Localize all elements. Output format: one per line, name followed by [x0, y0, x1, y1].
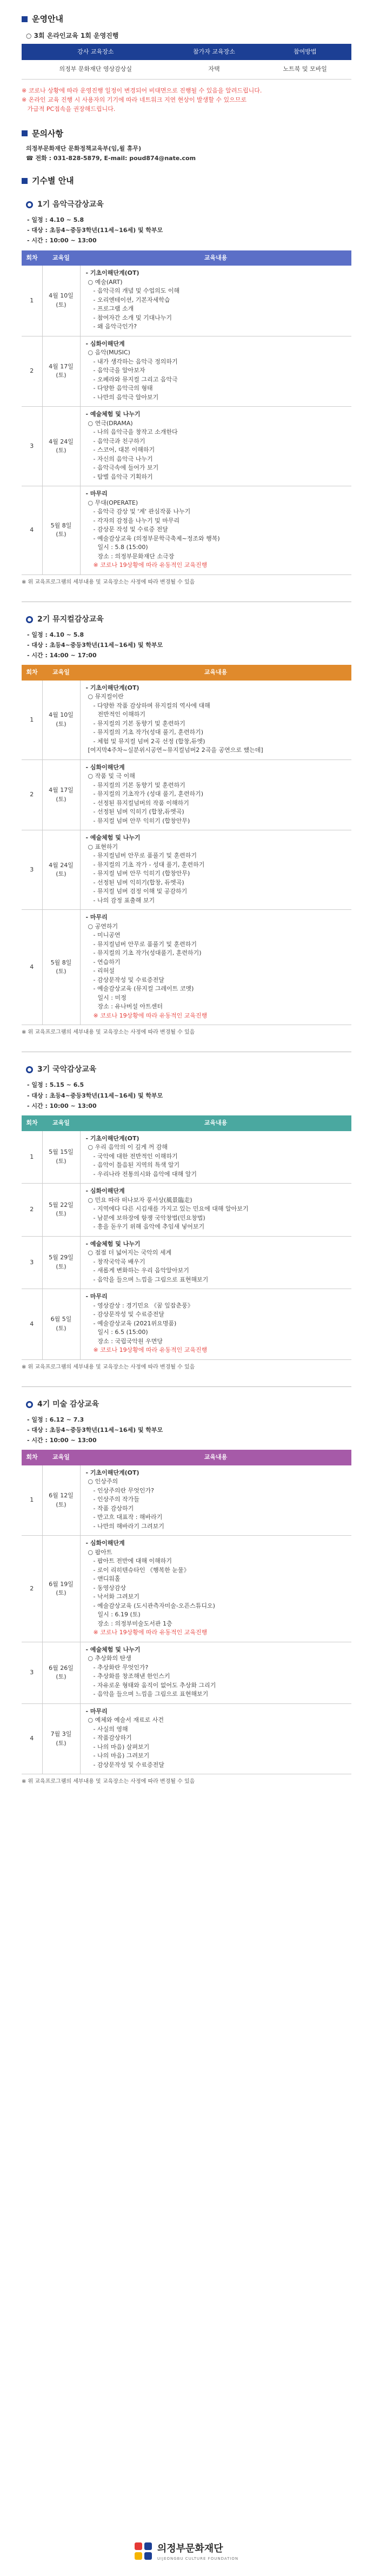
- session-date: 5월 8일 (토): [42, 910, 80, 1025]
- session-number: 4: [22, 486, 42, 575]
- schedule-th: 교육내용: [204, 254, 228, 261]
- session-date: 4월 10일 (토): [42, 266, 80, 336]
- content-line: - 영상감상 : 경기민요 《꿈 잎잡춘풍》: [93, 1302, 194, 1309]
- program-time: - 시간 : 10:00 ~ 13:00: [27, 1102, 97, 1109]
- session-date: 4월 24일 (토): [42, 830, 80, 910]
- content-line: 일시 : 5.8 (15:00): [97, 544, 148, 551]
- content-line: - 스코어, 대본 이해하기: [93, 446, 155, 454]
- content-line: - 로이 리히텐슈타인 《행복한 눈물》: [93, 1566, 190, 1574]
- content-line: - 마무리: [85, 914, 108, 921]
- program-meta: [27, 630, 351, 661]
- content-line: - 참여자간 소개 및 기대나누기: [93, 314, 172, 321]
- session-content: [80, 1289, 351, 1360]
- content-line: - 나만의 음악극 알아보기: [93, 393, 159, 401]
- content-line: [여지막4주차~실분위시공연~뮤지컬넘버2 2곡을 공연으로 했는데]: [88, 747, 263, 754]
- content-line: - 자유로운 형태와 움직이 없어도 추상화 그리기: [93, 1681, 216, 1689]
- content-line: - 왜 음악극인가?: [93, 323, 137, 331]
- ops-table: [22, 44, 351, 80]
- content-line: - 감상문작성 및 수료증전달: [93, 976, 164, 983]
- session-number: 4: [22, 910, 42, 1025]
- content-line: - 선정된 넘버 익히기(합창, 듀엣곡): [93, 879, 184, 886]
- content-line: - 예술체험 및 나누기: [85, 1240, 141, 1247]
- table-row: [22, 60, 351, 79]
- table-row: [22, 1536, 351, 1642]
- content-line: - 음악극속에 들어가 보기: [93, 464, 159, 472]
- session-content: [80, 1536, 351, 1642]
- content-line: - 마무리: [85, 1293, 108, 1300]
- programs-list: [22, 199, 351, 1786]
- session-number: 3: [22, 407, 42, 486]
- content-line: - 뮤지컬의 기초 작가(성대 풀기, 훈련하기): [93, 729, 204, 736]
- content-line: - 낙서화 그려보기: [93, 1593, 139, 1601]
- content-line: - 나의 음악극을 창작고 소개한다: [93, 428, 178, 436]
- contact-heading: 문의사항: [22, 128, 351, 140]
- content-line: - 뮤지컬의 기초작가 (성대 풀기, 훈련하기): [93, 790, 204, 798]
- schedule-th: 교육일: [52, 1454, 70, 1461]
- contact-org: 의정부문화재단 문화정책교육부(임,윌 휴무): [26, 145, 142, 153]
- content-line: - 뮤지컬 넘버 안무 익히기 (합창안무): [93, 817, 190, 824]
- session-date: 5월 8일 (토): [42, 486, 80, 575]
- session-date: 4월 17일 (토): [42, 336, 80, 407]
- program-hint: ※ 위 교육프로그램의 세부내용 및 교육장소는 사정에 따라 변경될 수 있음: [22, 1779, 195, 1785]
- session-content: [80, 1465, 351, 1536]
- session-number: 4: [22, 1289, 42, 1360]
- schedule-table: [22, 1450, 351, 1774]
- table-row: [22, 681, 351, 760]
- content-line: - 미니공연: [93, 932, 121, 939]
- content-line: 일시 : 6.5 (15:00): [97, 1329, 148, 1336]
- ops-td: 자택: [170, 60, 259, 79]
- program-hint: ※ 위 교육프로그램의 세부내용 및 교육장소는 사정에 따라 변경될 수 있음: [22, 579, 195, 585]
- program-target: - 대상 : 초등4~중등3학년(11세~16세) 및 학부모: [27, 1092, 163, 1099]
- footer: [0, 2527, 373, 2576]
- schedule-th: 교육내용: [204, 1454, 228, 1461]
- schedule-th: 회차: [26, 254, 38, 261]
- content-line: - 음악을 들으며 느낌을 그림으로 표현해보기: [93, 1276, 209, 1283]
- table-row: [22, 407, 351, 486]
- session-number: 3: [22, 1236, 42, 1289]
- program-period: - 일정 : 5.15 ~ 6.5: [27, 1081, 84, 1089]
- content-line: - 음악극 감상 및 '계' 관심작품 나누기: [93, 508, 191, 516]
- content-line: - 뮤지컬넘버 안무로 품풀기 및 훈련하기: [93, 940, 197, 948]
- table-row: [22, 1642, 351, 1703]
- program-target: - 대상 : 초등4~중등3학년(11세~16세) 및 학부모: [27, 227, 163, 234]
- session-content: [80, 486, 351, 575]
- session-number: 4: [22, 1703, 42, 1774]
- content-line: 장소 : 의정부문화재단 소극장: [97, 552, 175, 560]
- content-line: - 음악이 틀음된 지역의 특색 알기: [93, 1161, 180, 1169]
- schedule-th: 교육일: [52, 1119, 70, 1127]
- content-line: - 뮤지컬의 기초 작가(성대풀기, 훈련하기): [93, 949, 202, 957]
- content-line: - 마무리: [85, 1707, 108, 1715]
- content-line: ※ 코로나 19상황에 따라 유동적인 교육진행: [93, 1012, 208, 1019]
- logo-subtext: UIJEONGBU CULTURE FOUNDATION: [157, 2557, 239, 2561]
- session-content: [80, 1131, 351, 1184]
- program-meta: [27, 215, 351, 246]
- content-line: - 동영상감상: [93, 1584, 126, 1591]
- program-time: - 시간 : 14:00 ~ 17:00: [27, 652, 97, 659]
- section-divider: [22, 1386, 351, 1387]
- table-row: [22, 1131, 351, 1184]
- content-line: - 뮤지컬의 기초 작가 - 성대 풀기, 훈련하기: [93, 861, 205, 868]
- table-row: [22, 486, 351, 575]
- ops-td: 의정부 문화재단 영상감상실: [22, 60, 170, 79]
- schedule-th: 교육내용: [204, 669, 228, 676]
- session-number: 3: [22, 830, 42, 910]
- session-date: 6월 5일 (토): [42, 1289, 80, 1360]
- content-line: ○ 표현하기: [88, 843, 118, 850]
- session-date: 6월 19일 (토): [42, 1536, 80, 1642]
- program-hint: ※ 위 교육프로그램의 세부내용 및 교육장소는 사정에 따라 변경될 수 있음: [22, 1029, 195, 1036]
- content-line: - 예술감상교육 (2021위요명품): [93, 1319, 177, 1327]
- session-content: [80, 681, 351, 760]
- session-content: [80, 336, 351, 407]
- content-line: - 흥을 돋우기 위해 음악에 추임새 넣어보기: [93, 1223, 205, 1231]
- content-line: - 선정된 뮤지컬넘버의 작품 이해하기: [93, 799, 189, 807]
- schedule-th: 회차: [26, 669, 38, 676]
- program-title: 4기 미술 감상교육: [26, 1399, 351, 1410]
- content-line: - 예술체험 및 나누기: [85, 834, 141, 842]
- content-line: - 뮤지컬의 기본 동향기 및 훈련하기: [93, 781, 185, 789]
- session-content: [80, 1703, 351, 1774]
- session-content: [80, 407, 351, 486]
- program-section: [22, 199, 351, 586]
- content-line: - 작품감상하기: [93, 1734, 132, 1742]
- program-title: 1기 음악극감상교육: [26, 199, 351, 210]
- content-line: - 심화이해단계: [85, 763, 125, 771]
- content-line: - 다양한 작품 감상하며 뮤지컬의 역사에 대해: [93, 702, 210, 709]
- content-line: - 오페라와 뮤지컬 그리고 음악극: [93, 375, 178, 383]
- content-line: - 심화이해단계: [85, 1187, 125, 1195]
- contact-block: [26, 144, 351, 163]
- content-line: ○ 민요 따라 떠나보자 풍서상(風景臨走): [88, 1196, 192, 1204]
- program-meta: [27, 1415, 351, 1446]
- ops-th: 참여방법: [258, 44, 351, 61]
- content-line: ○ 점점 더 넓어지는 국악의 세계: [88, 1249, 172, 1257]
- program-period: - 일정 : 4.10 ~ 5.8: [27, 631, 84, 638]
- content-line: - 우리나라 전통의시와 음악에 대해 알기: [93, 1170, 197, 1178]
- content-line: ○ 공연하기: [88, 922, 118, 930]
- program-section: [22, 602, 351, 1037]
- session-date: 6월 12일 (토): [42, 1465, 80, 1536]
- content-line: - 프로그램 소개: [93, 305, 134, 313]
- program-period: - 일정 : 6.12 ~ 7.3: [27, 1416, 84, 1423]
- ops-heading: 운영안내: [22, 13, 351, 25]
- content-line: - 자신의 음악극 나누기: [93, 455, 153, 463]
- table-row: [22, 1184, 351, 1237]
- content-line: - 인상주의 작가들: [93, 1496, 139, 1503]
- content-line: - 심화이해단계: [85, 340, 125, 347]
- content-line: - 체험 및 뮤지컬 넘버 2곡 선정 (합창,듀엣): [93, 737, 205, 745]
- content-line: ○ 무대(OPERATE): [88, 499, 138, 506]
- content-line: - 나만의 해바라기 그려보기: [93, 1522, 164, 1530]
- program-meta: [27, 1080, 351, 1111]
- content-line: - 뮤지컬 넘버 검정 이해 및 공감하기: [93, 888, 188, 895]
- content-line: ※ 코로나 19상황에 따라 유동적인 교육진행: [93, 1629, 208, 1636]
- program-hint: ※ 위 교육프로그램의 세부내용 및 교육장소는 사정에 따라 변경될 수 있음: [22, 1364, 195, 1370]
- program-title: 2기 뮤지컬감상교육: [26, 614, 351, 625]
- content-line: ※ 코로나 19상황에 따라 유동적인 교육진행: [93, 1346, 208, 1354]
- circle-bullet-icon: [26, 201, 33, 208]
- circle-bullet-icon: [26, 1401, 33, 1408]
- table-row: [22, 266, 351, 336]
- program-section: [22, 1052, 351, 1371]
- schedule-th: 교육일: [52, 254, 70, 261]
- content-line: ○ 예술(ART): [88, 278, 123, 286]
- ops-td: 노트북 및 모바일: [258, 60, 351, 79]
- content-line: - 추상화를 창조해낸 한인스키: [93, 1673, 170, 1680]
- content-line: - 창작국악곡 배우기: [93, 1258, 145, 1265]
- schedule-th: 교육내용: [204, 1119, 228, 1127]
- content-line: ○ 인상주의: [88, 1478, 118, 1485]
- schedule-table: [22, 250, 351, 575]
- content-line: - 감상문작성 및 수료증전달: [93, 1761, 164, 1768]
- ops-th: 참가자 교육장소: [170, 44, 259, 61]
- schedule-th: 회차: [26, 1119, 38, 1127]
- content-line: - 연습하기: [93, 958, 121, 966]
- content-line: - 감상문 작성 및 수료증 전달: [93, 526, 168, 533]
- content-line: - 사실의 영해: [93, 1725, 128, 1733]
- content-line: - 앤디워홀: [93, 1575, 121, 1583]
- content-line: - 인상주의란 무엇인가?: [93, 1487, 154, 1494]
- content-line: - 탐별 음악극 기획하기: [93, 473, 153, 480]
- table-row: [22, 1465, 351, 1536]
- content-line: 일시 : 6.19 (토): [97, 1611, 141, 1619]
- session-date: 6월 26일 (토): [42, 1642, 80, 1703]
- session-content: [80, 1184, 351, 1237]
- session-number: 2: [22, 1536, 42, 1642]
- content-line: - 심화이해단계: [85, 1540, 125, 1547]
- content-line: 장소 : 의정부미술도서관 1층: [97, 1620, 172, 1627]
- content-line: 일시 : 미정: [97, 994, 126, 1001]
- ops-notes: [22, 86, 351, 114]
- note: ※ 코로나 상황에 따라 운영진행 일정이 변경되어 비대면으로 진행될 수 있음을 알려드립니다.: [22, 87, 262, 94]
- content-line: - 내가 생각하는 음악극 정의하기: [93, 358, 178, 365]
- session-date: 4월 24일 (토): [42, 407, 80, 486]
- content-line: - 뮤지컬 넘버 안무 익히기 (합창안무): [93, 870, 190, 877]
- session-number: 1: [22, 266, 42, 336]
- session-number: 2: [22, 336, 42, 407]
- session-content: [80, 830, 351, 910]
- session-date: 5월 15일 (토): [42, 1131, 80, 1184]
- content-line: - 기초이해단계(OT): [85, 1134, 139, 1142]
- session-number: 1: [22, 1465, 42, 1536]
- session-date: 5월 22일 (토): [42, 1184, 80, 1237]
- content-line: - 예술감상교육 (의정부문학극축제~정조와 행복): [93, 534, 220, 542]
- ops-subheading: ○ 3회 온라인교육 1회 운영진행: [26, 31, 119, 39]
- content-line: - 나의 마음) 살펴보기: [93, 1743, 150, 1751]
- content-line: 전반적인 이해하기: [97, 711, 146, 718]
- table-row: [22, 830, 351, 910]
- note: 가급적 PC접속을 권장해드립니다.: [22, 105, 116, 113]
- content-line: ○ 뮤지컬이란: [88, 693, 124, 701]
- content-line: - 새롭게 변화하는 우리 음악알아보기: [93, 1267, 189, 1274]
- session-content: [80, 759, 351, 830]
- program-time: - 시간 : 10:00 ~ 13:00: [27, 237, 97, 245]
- content-line: - 음악극의 개념 및 수업의도 이해: [93, 287, 180, 295]
- table-row: [22, 1289, 351, 1360]
- schedule-table: [22, 1115, 351, 1360]
- content-line: - 뮤지컬넘버 안무로 품풀기 및 훈련하기: [93, 852, 197, 860]
- content-line: - 나의 마음) 그려보기: [93, 1752, 150, 1760]
- session-date: 5월 29일 (토): [42, 1236, 80, 1289]
- schedule-th: 교육일: [52, 669, 70, 676]
- content-line: - 추상화란 무엇인가?: [93, 1663, 149, 1671]
- content-line: - 음악극을 알아보자: [93, 367, 145, 374]
- session-date: 4월 17일 (토): [42, 759, 80, 830]
- content-line: - 나의 감정 표출해 보기: [93, 896, 155, 904]
- program-time: - 시간 : 10:00 ~ 13:00: [27, 1437, 97, 1444]
- content-line: - 반고흐 대표작 : 해바라기: [93, 1514, 163, 1521]
- schedule-table: [22, 665, 351, 1025]
- session-content: [80, 1642, 351, 1703]
- content-line: - 예술감상교육 (도시관측자미술-오픈스튜디오): [93, 1602, 215, 1609]
- program-section: [22, 1386, 351, 1786]
- logo-text: 의정부문화재단: [157, 2543, 223, 2555]
- logo-mark-icon: [135, 2542, 153, 2561]
- content-line: - 선정된 넘버 익히기 (합창,듀엣곡): [93, 808, 184, 816]
- content-line: ○ 예체와 예술서 재료로 사건: [88, 1716, 164, 1724]
- content-line: - 다양한 음악극의 형태: [93, 385, 153, 392]
- content-line: ○ 우리 음악의 이 깊게 꺼 감해: [88, 1144, 168, 1151]
- content-line: ○ 추상화의 탄생: [88, 1655, 131, 1662]
- content-line: - 예술감상교육 (뮤지컬 그레이트 코멧): [93, 985, 194, 993]
- table-row: [22, 1703, 351, 1774]
- content-line: - 예술체험 및 나누기: [85, 411, 141, 418]
- content-line: ○ 작품 및 극 이해: [88, 772, 135, 780]
- content-line: ※ 코로나 19상황에 따라 유동적인 교육진행: [93, 562, 208, 569]
- square-bullet-icon: [22, 130, 28, 136]
- session-content: [80, 1236, 351, 1289]
- session-number: 1: [22, 681, 42, 760]
- contact-phone: ☎ 전화 : 031-828-5879, E-mail: poud874@nate.com: [26, 154, 196, 162]
- content-line: - 팝아트 전반에 대해 이해하기: [93, 1557, 172, 1565]
- content-line: ○ 음악(MUSIC): [88, 349, 130, 356]
- content-line: - 작품 감상하기: [93, 1504, 134, 1512]
- content-line: - 기초이해단계(OT): [85, 1469, 139, 1476]
- content-line: 장소 : 국립국악원 우면당: [97, 1337, 163, 1345]
- content-line: ○ 연극(DRAMA): [88, 419, 133, 427]
- table-row: [22, 910, 351, 1025]
- foundation-logo: [135, 2541, 238, 2562]
- content-line: - 오리엔테이션, 기본자세학습: [93, 296, 170, 303]
- session-content: [80, 266, 351, 336]
- content-line: 장소 : 유나버설 아트센터: [97, 1003, 163, 1010]
- content-line: - 국악에 대한 전반적인 이해하기: [93, 1152, 178, 1160]
- content-line: - 각자의 감정을 나누기 및 마무리: [93, 517, 180, 524]
- content-line: - 음악극과 친구하기: [93, 437, 145, 445]
- content-line: - 리허설: [93, 967, 115, 975]
- content-line: - 지역에다 다른 시김새를 가지고 있는 민요에 대해 알아보기: [93, 1205, 249, 1213]
- session-date: 7월 3일 (토): [42, 1703, 80, 1774]
- session-date: 4월 10일 (토): [42, 681, 80, 760]
- ops-th: 강사 교육장소: [22, 44, 170, 61]
- circle-bullet-icon: [26, 1066, 33, 1073]
- table-row: [22, 759, 351, 830]
- content-line: - 뮤지컬의 기본 동향기 및 훈련하기: [93, 719, 185, 727]
- program-title: 3기 국악감상교육: [26, 1064, 351, 1075]
- session-content: [80, 910, 351, 1025]
- program-target: - 대상 : 초등4~중등3학년(11세~16세) 및 학부모: [27, 641, 163, 649]
- square-bullet-icon: [22, 178, 28, 184]
- table-row: [22, 1236, 351, 1289]
- session-number: 1: [22, 1131, 42, 1184]
- content-line: - 예술체험 및 나누기: [85, 1646, 141, 1653]
- schedule-th: 회차: [26, 1454, 38, 1461]
- content-line: - 감상문작성 및 수료증전달: [93, 1311, 164, 1318]
- programs-heading: 기수별 안내: [22, 175, 351, 187]
- session-number: 3: [22, 1642, 42, 1703]
- content-line: - 기초이해단계(OT): [85, 269, 139, 277]
- content-line: - 기초이해단계(OT): [85, 684, 139, 691]
- program-target: - 대상 : 초등4~중등3학년(11세~16세) 및 학부모: [27, 1426, 163, 1434]
- content-line: - 마무리: [85, 490, 108, 498]
- square-bullet-icon: [22, 16, 28, 22]
- program-period: - 일정 : 4.10 ~ 5.8: [27, 216, 84, 223]
- content-line: - 남분에 보하장에 항쟁 국악창법(민요창법): [93, 1214, 205, 1221]
- content-line: - 음악을 들으며 느낌을 그림으로 표현해보기: [93, 1690, 209, 1698]
- content-line: ○ 팝아트: [88, 1548, 112, 1556]
- circle-bullet-icon: [26, 616, 33, 623]
- table-row: [22, 336, 351, 407]
- note: ※ 온라인 교육 진행 시 사용자의 기기에 따라 네트워크 지연 현상이 발생할 수 있으므로: [22, 96, 247, 103]
- session-number: 2: [22, 759, 42, 830]
- session-number: 2: [22, 1184, 42, 1237]
